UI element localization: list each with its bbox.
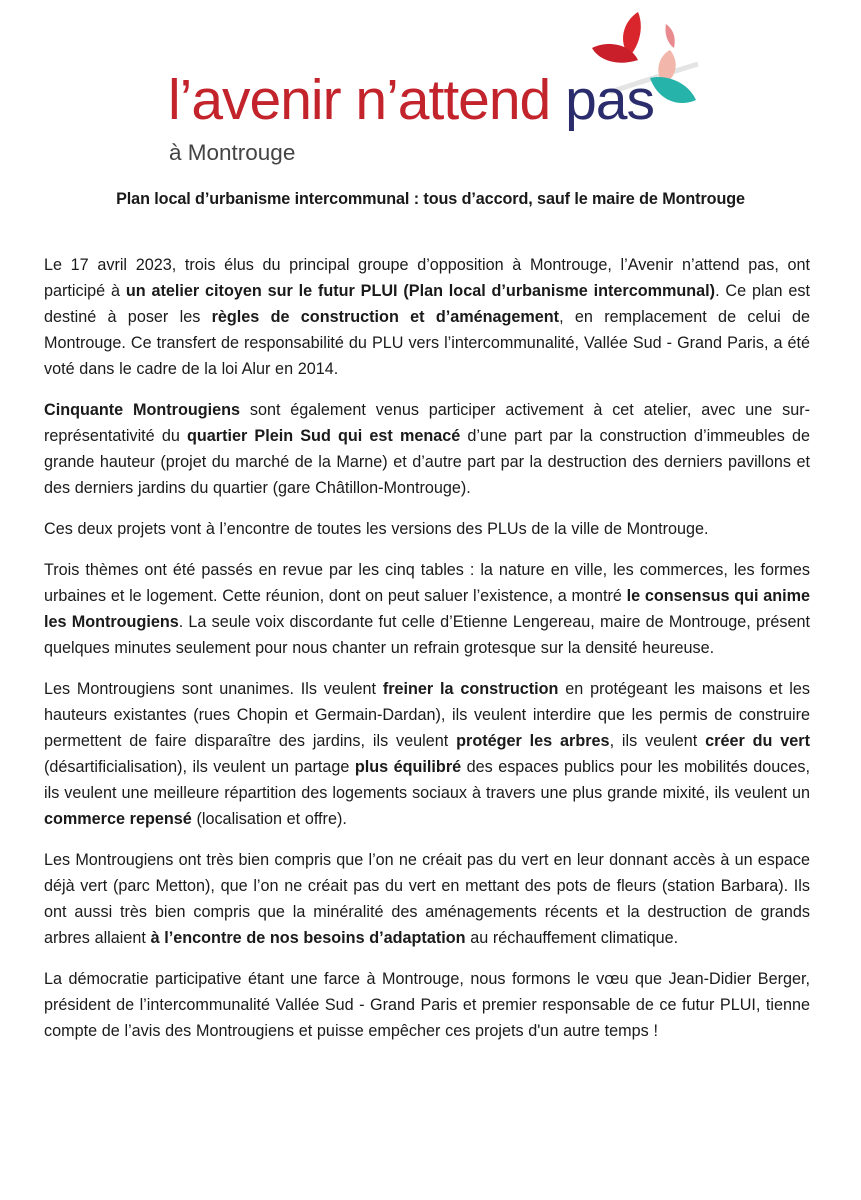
logo-word-pas: pas bbox=[565, 68, 655, 132]
logo-subtitle: à Montrouge bbox=[169, 140, 296, 165]
paragraph-6: Les Montrougiens ont très bien compris que l’on ne créait pas du vert en leur donnant accès à un espace déjà vert (parc Metton), que l’on ne créait pas du vert en mettant des pots de fleurs (station Barbara). Ils ont aussi très bien compris que la minéralité des aménagements récents et la destruction de grands arbres allaient à l’encontre de nos besoins d’adaptation au réchauffement climatique. bbox=[44, 851, 810, 947]
paragraph-1: Le 17 avril 2023, trois élus du principal groupe d’opposition à Montrouge, l’Avenir n’attend pas, ont participé à un atelier citoyen sur le futur PLUI (Plan local d’urbanisme intercommunal). Ce plan est destiné à poser les règles de construction et d’aménagement, en remplacement de celui de Montrouge. Ce transfert de responsabilité du PLU vers l’intercommunalité, Vallée Sud - Grand Paris, a été voté dans le cadre de la loi Alur en 2014. bbox=[44, 256, 810, 378]
paragraph-3: Ces deux projets vont à l’encontre de toutes les versions des PLUs de la ville de Montrouge. bbox=[44, 520, 709, 538]
logo-word-nattend: n’attend bbox=[355, 68, 551, 132]
logo-wordmark bbox=[168, 68, 655, 132]
logo bbox=[0, 0, 861, 180]
paragraph-2: Cinquante Montrougiens sont également venus participer activement à cet atelier, avec une sur-représentativité du quartier Plein Sud qui est menacé d’une part par la construction d’immeubles de grande hauteur (projet du marché de la Marne) et d’autre part par la destruction des derniers pavillons et des derniers jardins du quartier (gare Châtillon-Montrouge). bbox=[44, 401, 810, 497]
logo-word-avenir: l’avenir bbox=[168, 68, 341, 132]
page-title: Plan local d’urbanisme intercommunal : tous d’accord, sauf le maire de Montrouge bbox=[116, 190, 745, 208]
paragraph-7: La démocratie participative étant une farce à Montrouge, nous formons le vœu que Jean-Didier Berger, président de l’intercommunalité Vallée Sud - Grand Paris et premier responsable de ce futur PLUI, tienne compte de l’avis des Montrougiens et puisse empêcher ces projets d'un autre temps ! bbox=[44, 970, 810, 1040]
paragraph-5: Les Montrougiens sont unanimes. Ils veulent freiner la construction en protégeant les maisons et les hauteurs existantes (rues Chopin et Germain-Dardan), ils veulent interdire que les permis de construire permettent de faire disparaître des jardins, ils veulent protéger les arbres, ils veulent créer du vert (désartificialisation), ils veulent un partage plus équilibré des espaces publics pour les mobilités douces, ils veulent une meilleure répartition des logements sociaux à travers une plus grande mixité, ils veulent un commerce repensé (localisation et offre). bbox=[44, 680, 811, 828]
paragraph-4: Trois thèmes ont été passés en revue par les cinq tables : la nature en ville, les commerces, les formes urbaines et le logement. Cette réunion, dont on peut saluer l’existence, a montré le consensus qui anime les Montrougiens. La seule voix discordante fut celle d’Etienne Lengereau, maire de Montrouge, présent quelques minutes seulement pour nous chanter un refrain grotesque sur la densité heureuse. bbox=[44, 561, 810, 657]
article-body bbox=[44, 252, 810, 1059]
